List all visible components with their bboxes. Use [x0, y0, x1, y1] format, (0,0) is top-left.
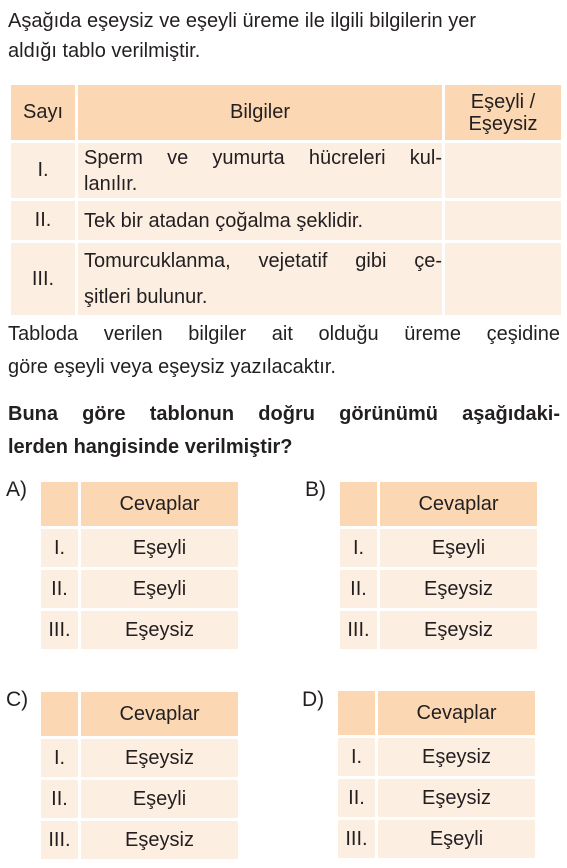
- explanation-paragraph: [8, 318, 560, 384]
- option-row-value: Eşeysiz: [81, 739, 238, 777]
- intro-line: Aşağıda eşeysiz ve eşeyli üreme ile ilgili bilgilerin yer: [8, 10, 476, 32]
- row-number: III.: [11, 243, 75, 315]
- row-info-line: Sperm ve yumurta hücreleri kul-: [84, 146, 442, 169]
- option-header: Cevaplar: [378, 691, 535, 735]
- option-row-value: Eşeysiz: [378, 779, 535, 817]
- question-line: Buna göre tablonun doğru görünümü aşağıdaki-: [8, 403, 560, 425]
- option-d-label[interactable]: D): [302, 688, 325, 711]
- row-answer-cell: [445, 243, 561, 315]
- header-number: Sayı: [11, 85, 75, 140]
- row-info-line: lanılır.: [84, 172, 138, 195]
- option-row-value: Eşeysiz: [380, 570, 537, 608]
- option-row-number: II.: [41, 780, 78, 818]
- row-info: [78, 143, 442, 198]
- header-info: Bilgiler: [78, 85, 442, 140]
- explanation-line: Tabloda verilen bilgiler ait olduğu üreme çeşidine: [8, 323, 560, 345]
- row-number: II.: [11, 201, 75, 240]
- row-info-line: Tomurcuklanma, vejetatif gibi çe-: [84, 250, 442, 272]
- row-number: I.: [11, 143, 75, 198]
- intro-paragraph: [8, 6, 560, 66]
- row-info-line: şitleri bulunur.: [84, 286, 208, 308]
- option-row-value: Eşeysiz: [378, 738, 535, 776]
- option-row-number: III.: [340, 611, 377, 649]
- option-b-label[interactable]: B): [305, 478, 326, 501]
- intro-line: aldığı tablo verilmiştir.: [8, 40, 201, 62]
- header-answer-text: Eşeyli / Eşeysiz: [468, 90, 538, 135]
- option-c-table[interactable]: [38, 689, 241, 862]
- question-line: lerden hangisinde verilmiştir?: [8, 436, 293, 458]
- option-d-table[interactable]: [335, 688, 538, 861]
- option-header: Cevaplar: [380, 482, 537, 526]
- option-row-number: I.: [41, 739, 78, 777]
- option-row-number: I.: [340, 529, 377, 567]
- option-row-number: III.: [41, 611, 78, 649]
- option-corner-cell: [41, 482, 78, 526]
- explanation-line: göre eşeyli veya eşeysiz yazılacaktır.: [8, 356, 336, 378]
- option-header: Cevaplar: [81, 482, 238, 526]
- option-row-value: Eşeysiz: [380, 611, 537, 649]
- option-row-number: II.: [41, 570, 78, 608]
- option-a-table[interactable]: [38, 479, 241, 652]
- option-row-number: III.: [338, 820, 375, 858]
- option-row-number: III.: [41, 821, 78, 859]
- option-row-value: Eşeyli: [380, 529, 537, 567]
- option-row-number: I.: [41, 529, 78, 567]
- option-row-value: Eşeyli: [81, 570, 238, 608]
- row-answer-cell: [445, 143, 561, 198]
- option-corner-cell: [340, 482, 377, 526]
- option-c-label[interactable]: C): [6, 688, 29, 711]
- option-header: Cevaplar: [81, 692, 238, 736]
- option-b-table[interactable]: [337, 479, 540, 652]
- option-row-value: Eşeyli: [81, 529, 238, 567]
- row-info-line: Tek bir atadan çoğalma şeklidir.: [84, 209, 364, 232]
- option-row-number: II.: [338, 779, 375, 817]
- option-corner-cell: [338, 691, 375, 735]
- option-row-value: Eşeysiz: [81, 821, 238, 859]
- option-a-label[interactable]: A): [6, 478, 27, 501]
- option-row-number: II.: [340, 570, 377, 608]
- option-row-number: I.: [338, 738, 375, 776]
- row-info: [78, 201, 442, 240]
- question-paragraph: [8, 398, 560, 464]
- info-table: [8, 82, 564, 318]
- option-row-value: Eşeyli: [378, 820, 535, 858]
- row-answer-cell: [445, 201, 561, 240]
- header-answer: [445, 85, 561, 140]
- option-row-value: Eşeyli: [81, 780, 238, 818]
- option-row-value: Eşeysiz: [81, 611, 238, 649]
- option-corner-cell: [41, 692, 78, 736]
- row-info: [78, 243, 442, 315]
